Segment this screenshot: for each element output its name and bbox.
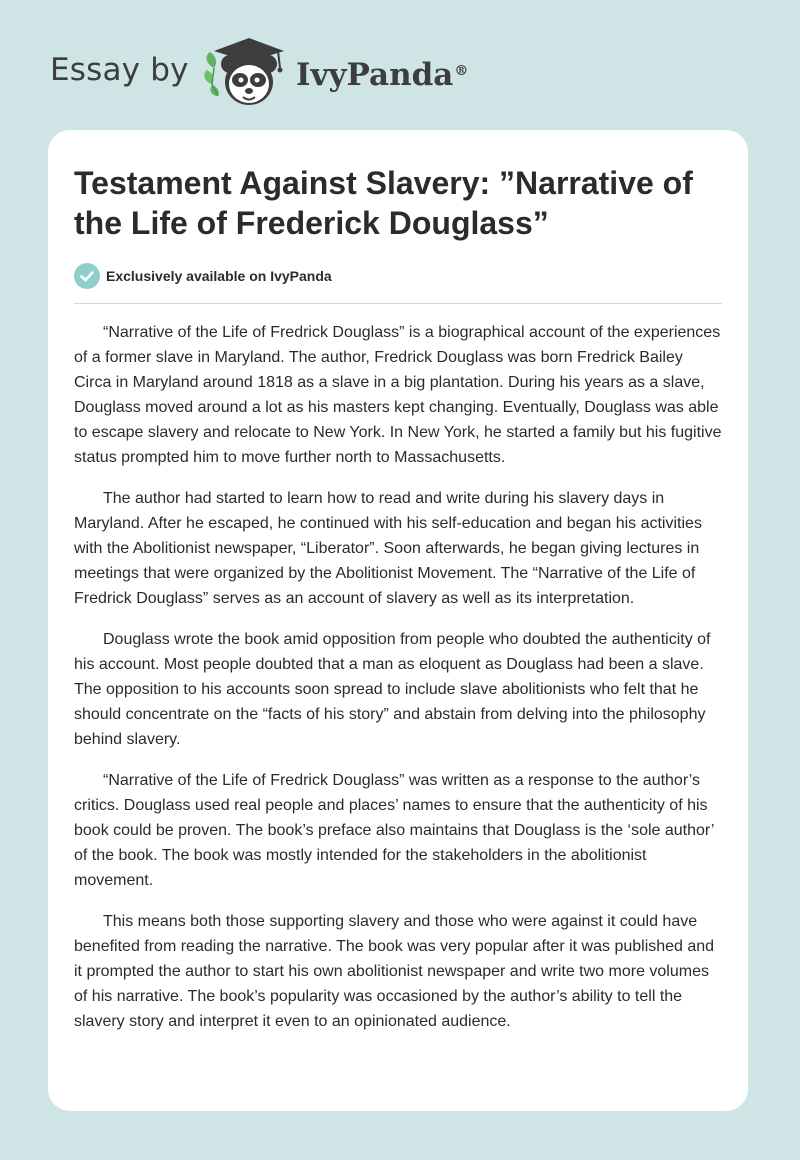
exclusive-badge-text: Exclusively available on IvyPanda (106, 268, 332, 284)
page-title: Testament Against Slavery: ”Narrative of the Life of Frederick Douglass” (74, 165, 693, 241)
paragraph: “Narrative of the Life of Fredrick Douglass” was written as a response to the author’s critics. Douglass used real people and places’ names to ensure that the authenticity of his book could be proven. The book’s preface also maintains that Douglass is the ‘sole author’ of the book. The book was mostly intended for the stakeholders in the abolitionist movement. (74, 772, 714, 889)
divider (74, 303, 722, 304)
essay-by-label: Essay by (50, 52, 189, 88)
panda-graduate-logo-icon (200, 34, 292, 110)
essay-body (74, 320, 724, 1050)
exclusive-badge (74, 263, 332, 289)
site-header (0, 0, 800, 130)
brand-name (296, 55, 468, 95)
paragraph: This means both those supporting slavery and those who were against it could have benefited from reading the narrative. The book was very popular after it was published and it prompted the author to start his own abolitionist newspaper and write two more volumes of his narrative. The book’s popularity was occasioned by the author’s ability to tell the slavery story and interpret it even to an opinionated audience. (74, 913, 715, 1030)
registered-mark: ® (454, 63, 469, 79)
paragraph: Douglass wrote the book amid opposition from people who doubted the authenticity of his account. Most people doubted that a man as eloquent as Douglass had been a slave. The opposition to his accounts soon spread to include slave abolitionists who felt that he should concentrate on the “facts of his story” and abstain from delving into the philosophy behind slavery. (74, 631, 711, 748)
check-circle-icon (74, 263, 100, 289)
paragraph: “Narrative of the Life of Fredrick Douglass” is a biographical account of the experiences of a former slave in Maryland. The author, Fredrick Douglass was born Fredrick Bailey Circa in Maryland around 1818 as a slave in a big plantation. During his years as a slave, Douglass moved around a lot as his masters kept changing. Eventually, Douglass was able to escape slavery and relocate to New York. In New York, he started a family but his fugitive status prompted him to move further north to Massachusetts. (74, 324, 722, 466)
brand-name-text: IvyPanda (296, 57, 454, 93)
paragraph: The author had started to learn how to read and write during his slavery days in Maryland. After he escaped, he continued with his self-education and began his activities with the Abolitionist newspaper, “Liberator”. Soon afterwards, he began giving lectures in meetings that were organized by the Abolitionist Movement. The “Narrative of the Life of Fredrick Douglass” serves as an account of slavery as well as its interpretation. (74, 490, 702, 607)
essay-card (48, 130, 748, 1111)
